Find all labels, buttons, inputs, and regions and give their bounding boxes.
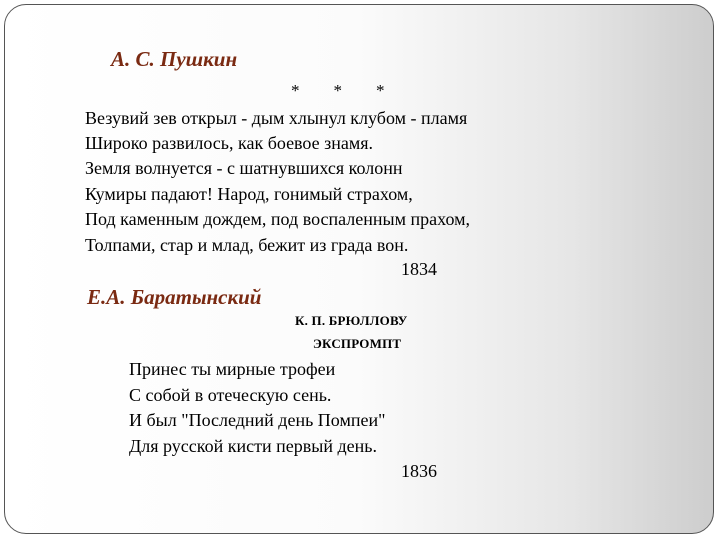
poem2-author: Е.А. Баратынский (87, 285, 262, 309)
poem2-year: 1836 (401, 461, 437, 481)
poem2-subtitle: ЭКСПРОМПТ (313, 336, 402, 351)
slide-frame (4, 4, 714, 534)
poem2-line: С собой в отеческую сень. (129, 385, 332, 405)
poem1-line: Кумиры падают! Народ, гонимый страхом, (85, 184, 413, 204)
poem1-asterisks: * * * (291, 81, 385, 100)
poem1-line: Под каменным дождем, под воспаленным прахом, (85, 209, 470, 229)
poem1-line: Земля волнуется - с шатнувшихся колонн (85, 158, 403, 178)
poem1-line: Везувий зев открыл - дым хлынул клубом - пламя (85, 108, 468, 128)
poem2-line: И был "Последний день Помпеи" (129, 410, 386, 430)
poem1-author: А. С. Пушкин (111, 47, 238, 71)
poem1-line: Широко развилось, как боевое знамя. (85, 133, 374, 153)
poem2-dedication: К. П. БРЮЛЛОВУ (295, 313, 408, 328)
poem2-line: Для русской кисти первый день. (129, 436, 377, 456)
poem2-line: Принес ты мирные трофеи (129, 359, 336, 379)
poem1-year: 1834 (401, 259, 437, 279)
poem1-line: Толпами, стар и млад, бежит из града вон. (85, 235, 409, 255)
